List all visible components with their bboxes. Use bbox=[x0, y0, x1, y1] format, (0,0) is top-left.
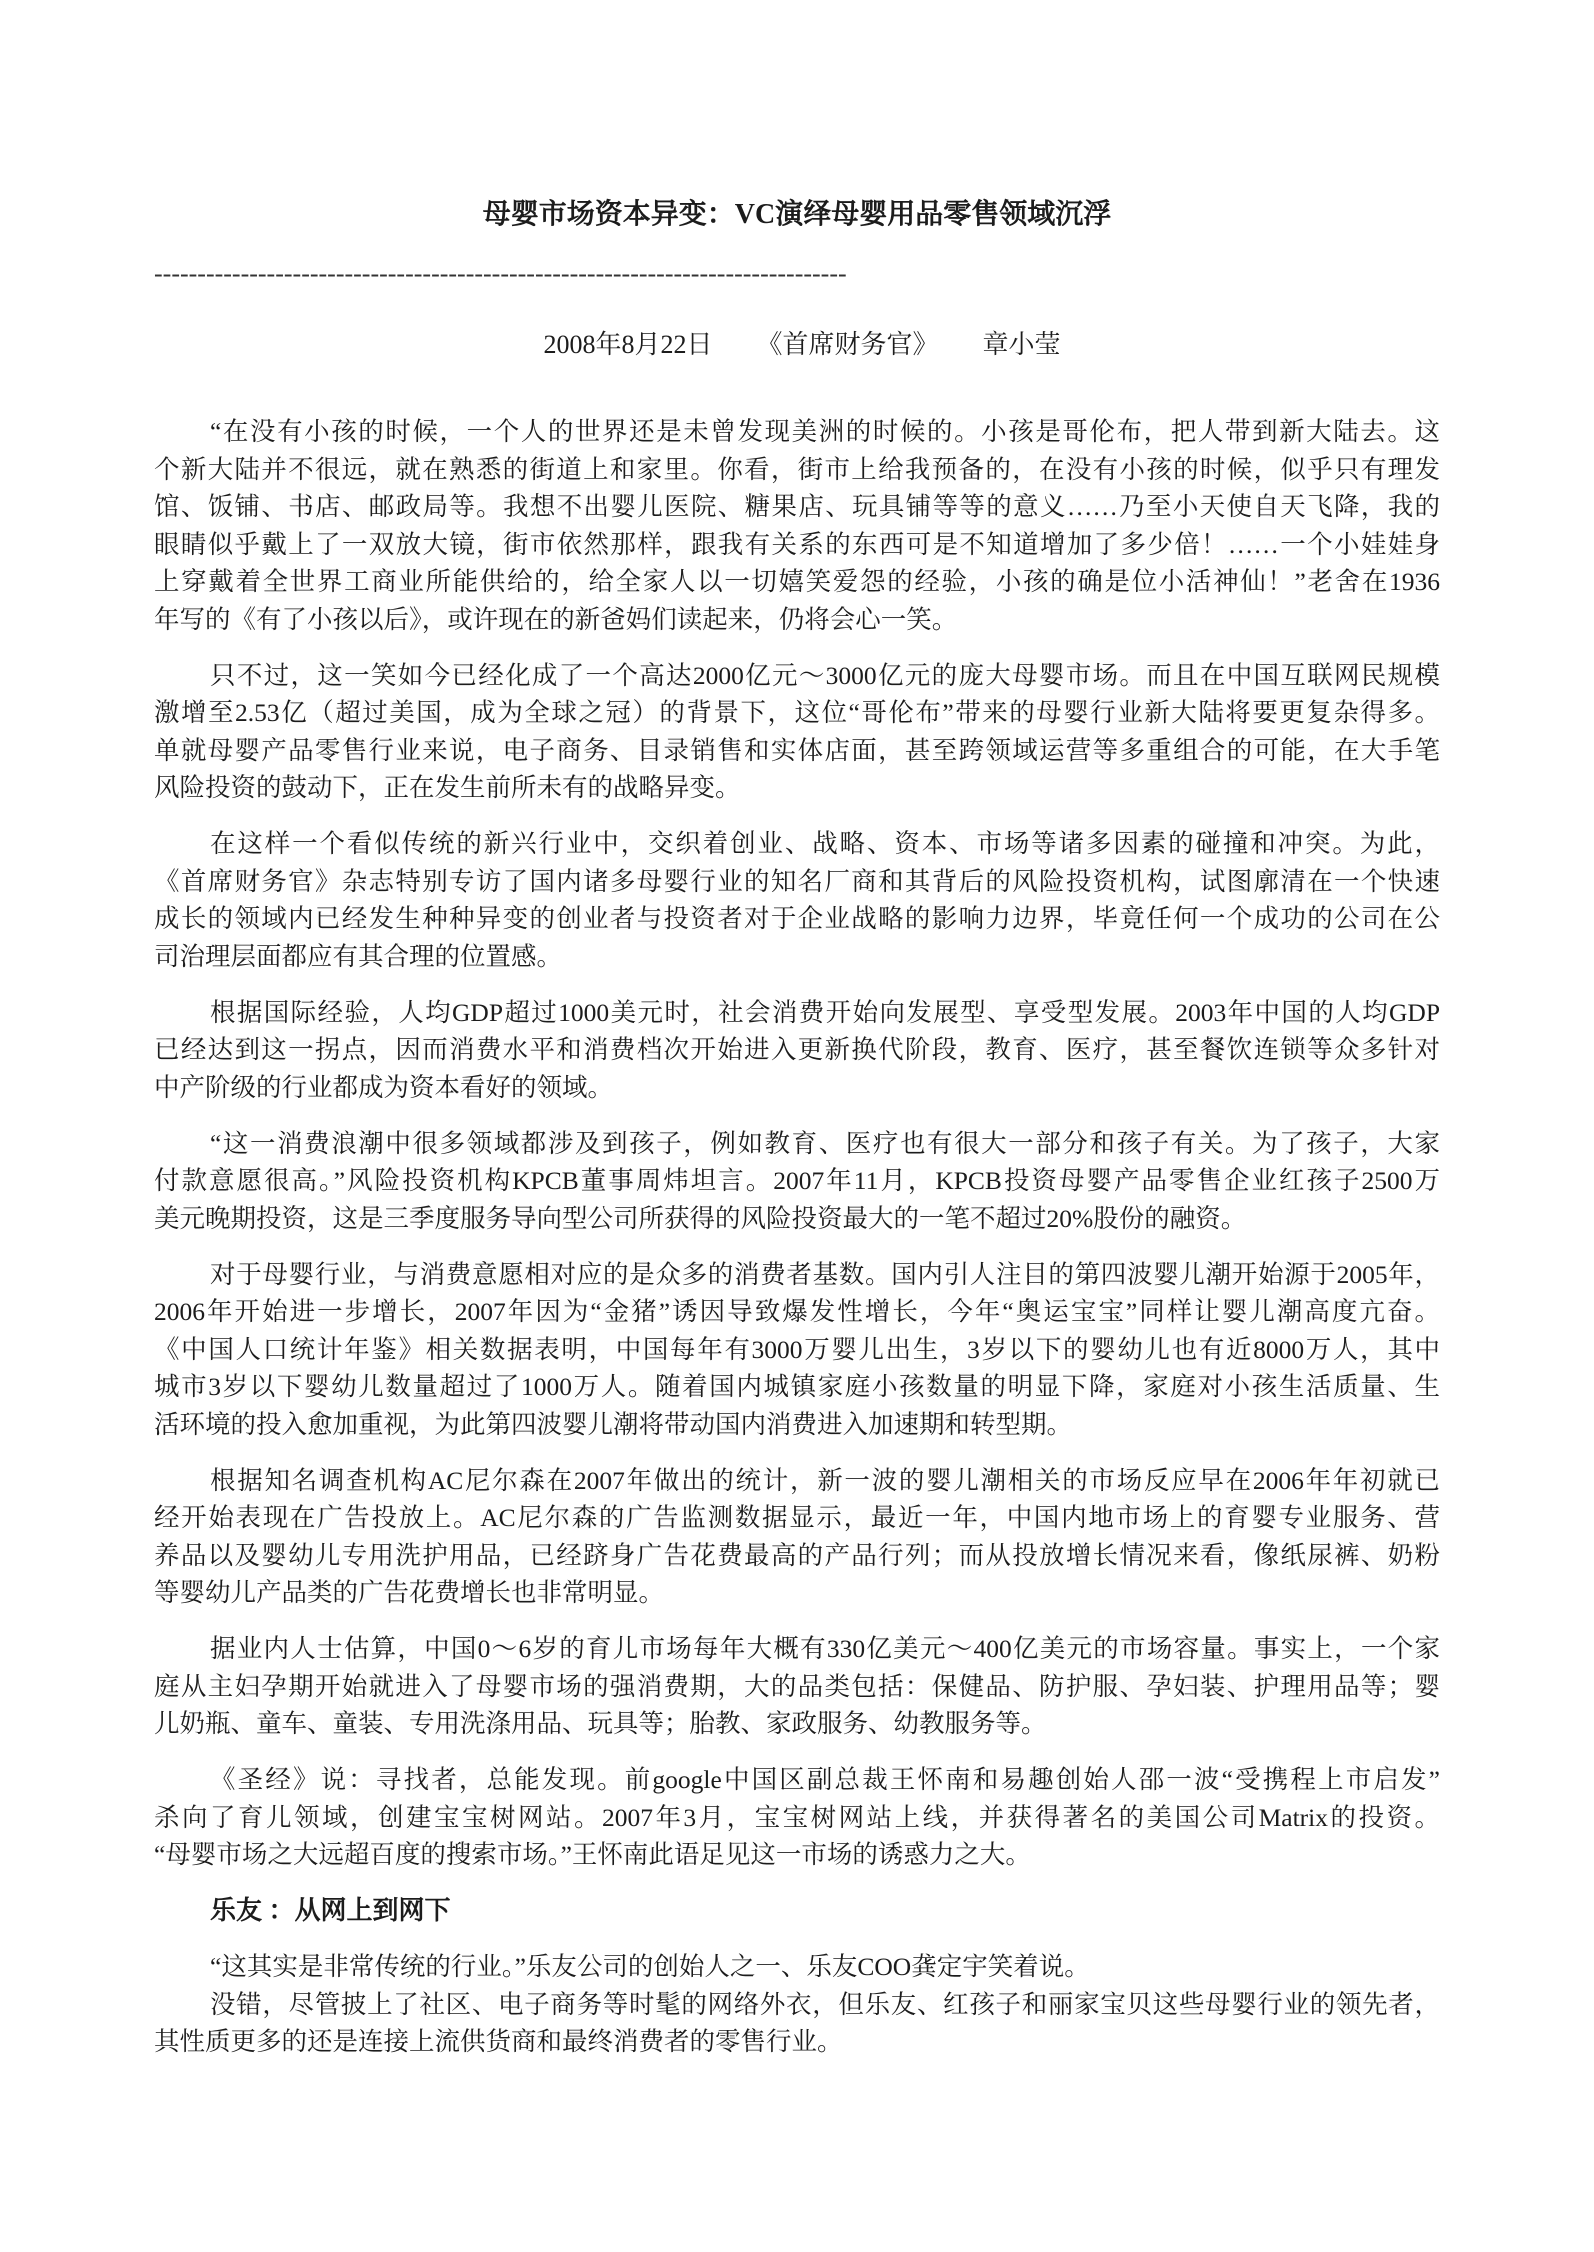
text-line: “在没有小孩的时候，一个人的世界还是未曾发现美洲的时候的。小孩是哥伦布，把人带到新大陆去。这 bbox=[210, 417, 1440, 446]
text-line: 对于母婴行业，与消费意愿相对应的是众多的消费者基数。国内引人注目的第四波婴儿潮开始源于2005年， bbox=[210, 1259, 1440, 1289]
text-line: 庭从主妇孕期开始就进入了母婴市场的强消费期，大的品类包括：保健品、防护服、孕妇装、护理用品等；婴 bbox=[154, 1671, 1440, 1701]
text-line: “母婴市场之大远超百度的搜索市场。”王怀南此语足见这一市场的诱惑力之大。 bbox=[154, 1840, 1031, 1869]
text-line: 在这样一个看似传统的新兴行业中，交织着创业、战略、资本、市场等诸多因素的碰撞和冲突。为此， bbox=[210, 829, 1440, 858]
text-line: 根据国际经验，人均GDP超过1000美元时，社会消费开始向发展型、享受型发展。2003年中国的人均GDP bbox=[210, 997, 1440, 1027]
text-line: 城市3岁以下婴幼儿数量超过了1000万人。随着国内城镇家庭小孩数量的明显下降，家庭对小孩生活质量、生 bbox=[154, 1372, 1440, 1401]
text-line: 只不过，这一笑如今已经化成了一个高达2000亿元～3000亿元的庞大母婴市场。而且在中国互联网民规模 bbox=[210, 660, 1440, 690]
text-line: 付款意愿很高。”风险投资机构KPCB董事周炜坦言。2007年11月，KPCB投资母婴产品零售企业红孩子2500万 bbox=[154, 1166, 1440, 1195]
text-line: 经开始表现在广告投放上。AC尼尔森的广告监测数据显示，最近一年，中国内地市场上的育婴专业服务、营 bbox=[154, 1503, 1440, 1532]
text-line: 成长的领域内已经发生种种异变的创业者与投资者对于企业战略的影响力边界，毕竟任何一个成功的公司在公 bbox=[154, 904, 1440, 933]
paragraph bbox=[154, 1256, 1440, 1444]
text-line: 杀向了育儿领域，创建宝宝树网站。2007年3月，宝宝树网站上线，并获得著名的美国公司Matrix的投资。 bbox=[154, 1802, 1440, 1832]
text-line: 没错，尽管披上了社区、电子商务等时髦的网络外衣，但乐友、红孩子和丽家宝贝这些母婴行业的领先者， bbox=[210, 1989, 1440, 2019]
text-line: “这其实是非常传统的行业。”乐友公司的创始人之一、乐友COO龚定宇笑着说。 bbox=[210, 1952, 1090, 1981]
paragraph bbox=[154, 1462, 1440, 1612]
text-line: “这一消费浪潮中很多领域都涉及到孩子，例如教育、医疗也有很大一部分和孩子有关。为了孩子，大家 bbox=[210, 1128, 1440, 1158]
text-line: 儿奶瓶、童车、童装、专用洗涤用品、玩具等；胎教、家政服务、幼教服务等。 bbox=[154, 1709, 1047, 1738]
paragraph bbox=[154, 825, 1440, 975]
text-line: 单就母婴产品零售行业来说，电子商务、目录销售和实体店面，甚至跨领域运营等多重组合的可能，在大手笔 bbox=[154, 735, 1440, 765]
paragraph bbox=[154, 1761, 1440, 1874]
text-line: 上穿戴着全世界工商业所能供给的，给全家人以一切嬉笑爱怨的经验，小孩的确是位小活神仙！”老舍在1936 bbox=[154, 567, 1440, 596]
paragraph bbox=[154, 994, 1440, 1107]
text-line: 《中国人口统计年鉴》相关数据表明，中国每年有3000万婴儿出生，3岁以下的婴幼儿也有近8000万人，其中 bbox=[154, 1334, 1440, 1364]
byline-publication: 《首席财务官》 bbox=[756, 330, 939, 359]
paragraph bbox=[154, 413, 1440, 638]
byline-author: 章小莹 bbox=[982, 330, 1061, 359]
text-line: 根据知名调查机构AC尼尔森在2007年做出的统计，新一波的婴儿潮相关的市场反应早在2006年年初就已 bbox=[210, 1465, 1440, 1495]
text-line: 年写的《有了小孩以后》，或许现在的新爸妈们读起来，仍将会心一笑。 bbox=[154, 604, 958, 634]
text-line: 中产阶级的行业都成为资本看好的领域。 bbox=[154, 1072, 614, 1102]
section-heading: 乐友 ：从网上到网下 bbox=[210, 1896, 451, 1925]
paragraph bbox=[154, 657, 1440, 807]
text-line: 馆、饭铺、书店、邮政局等。我想不出婴儿医院、糖果店、玩具铺等等的意义……乃至小天使自天飞降，我的 bbox=[154, 492, 1440, 521]
text-line: 风险投资的鼓动下，正在发生前所未有的战略异变。 bbox=[154, 773, 741, 802]
text-line: 等婴幼儿产品类的广告花费增长也非常明显。 bbox=[154, 1578, 665, 1607]
text-line: 其性质更多的还是连接上流供货商和最终消费者的零售行业。 bbox=[154, 2027, 843, 2056]
text-line: 《首席财务官》杂志特别专访了国内诸多母婴行业的知名厂商和其背后的风险投资机构，试图廓清在一个快速 bbox=[154, 866, 1440, 896]
text-line: 眼睛似乎戴上了一双放大镜，街市依然那样，跟我有关系的东西可是不知道增加了多少倍！……一个小娃娃身 bbox=[154, 529, 1440, 559]
paragraph bbox=[154, 1630, 1440, 1743]
text-line: 据业内人士估算，中国0～6岁的育儿市场每年大概有330亿美元～400亿美元的市场容量。事实上，一个家 bbox=[210, 1634, 1440, 1663]
text-line: 已经达到这一拐点，因而消费水平和消费档次开始进入更新换代阶段，教育、医疗，甚至餐饮连锁等众多针对 bbox=[154, 1035, 1440, 1064]
text-line: 活环境的投入愈加重视，为此第四波婴儿潮将带动国内消费进入加速期和转型期。 bbox=[154, 1409, 1073, 1439]
article-title: 母婴市场资本异变：VC演绎母婴用品零售领域沉浮 bbox=[482, 199, 1112, 230]
title-separator: -------------------------------------------------------------------------------- bbox=[154, 259, 847, 288]
text-line: 养品以及婴幼儿专用洗护用品，已经跻身广告花费最高的产品行列；而从投放增长情况来看，像纸尿裤、奶粉 bbox=[154, 1540, 1440, 1570]
byline-date: 2008年8月22日 bbox=[543, 330, 713, 359]
text-line: 激增至2.53亿（超过美国，成为全球之冠）的背景下，这位“哥伦布”带来的母婴行业新大陆将要更复杂得多。 bbox=[154, 698, 1440, 727]
text-line: 《圣经》说：寻找者，总能发现。前google中国区副总裁王怀南和易趣创始人邵一波“受携程上市启发” bbox=[210, 1765, 1440, 1794]
paragraph bbox=[154, 1125, 1440, 1238]
text-line: 2006年开始进一步增长，2007年因为“金猪”诱因导致爆发性增长，今年“奥运宝宝”同样让婴儿潮高度亢奋。 bbox=[154, 1297, 1440, 1326]
paragraph bbox=[154, 1948, 1440, 1986]
text-line: 美元晚期投资，这是三季度服务导向型公司所获得的风险投资最大的一笔不超过20%股份的融资。 bbox=[154, 1203, 1247, 1233]
text-line: 司治理层面都应有其合理的位置感。 bbox=[154, 941, 563, 971]
text-line: 个新大陆并不很远，就在熟悉的街道上和家里。你看，街市上给我预备的，在没有小孩的时候，似乎只有理发 bbox=[154, 454, 1440, 484]
paragraph bbox=[154, 1986, 1440, 2061]
article-body bbox=[154, 413, 1440, 2079]
byline bbox=[10, 326, 1594, 364]
